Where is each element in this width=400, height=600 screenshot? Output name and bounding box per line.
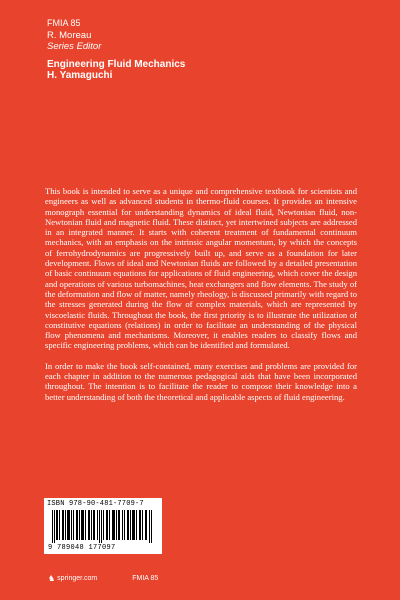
editor-role: Series Editor xyxy=(47,41,102,52)
isbn-label: ISBN 978-90-481-7709-7 xyxy=(47,500,144,508)
editor-name: R. Moreau xyxy=(47,29,92,41)
publisher-footer xyxy=(48,574,158,583)
barcode-digits: 9 789048 177097 xyxy=(48,544,116,552)
publisher-url[interactable]: springer.com xyxy=(57,575,98,582)
series-header xyxy=(47,18,185,82)
series-code: FMIA 85 xyxy=(47,18,81,28)
book-title: Engineering Fluid Mechanics xyxy=(47,58,186,70)
springer-horse-icon: ♞ xyxy=(48,574,56,583)
blurb-paragraph-1: This book is intended to serve as a unique and comprehensive textbook for scientists and engineers as well as advanced students in thermo-fluid courses. It provides an intensive monograph essential for understanding dynamics of ideal fluid, Newtonian fluid, non-Newtonian fluid and magnetic fluid. These distinct, yet intertwined subjects are addressed in an integrated manner. It starts with coherent treatment of fundamental continuum mechanics, with an emphasis on the intrinsic angular momentum, by which the concepts of ferrohydrodynamics are progressively built up, and serve as a foundation for later development. Flows of ideal and Newtonian fluids are followed by a detailed presentation of basic continuum equations for applications of fluid engineering, which cover the design and operations of various turbomachines, heat exchangers and flow elements. The study of the deformation and flow of matter, namely rheology, is discussed primarily with regard to the stresses generated during the flow of complex materials, which are represented by viscoelastic fluids. Throughout the book, the first priority is to illustrate the utilization of constitutive equations (relations) in order to facilitate an understanding of the physical flow phenomena and mechanisms. Moreover, it enables readers to classify flows and specific engineering problems, which can be identified and formulated. xyxy=(45,186,357,351)
barcode-bars xyxy=(52,510,154,543)
back-cover-blurb xyxy=(45,186,357,412)
book-author: H. Yamaguchi xyxy=(47,70,113,81)
footer-series-code: FMIA 85 xyxy=(132,575,159,582)
blurb-paragraph-2: In order to make the book self-contained, many exercises and problems are provided for each chapter in addition to the numerous pedagogical aids that have been incorporated throughout. The intention is to facilitate the reader to compose their knowledge into a better understanding of both the theoretical and applicable aspects of fluid engineering. xyxy=(45,360,357,402)
isbn-barcode xyxy=(44,498,162,554)
